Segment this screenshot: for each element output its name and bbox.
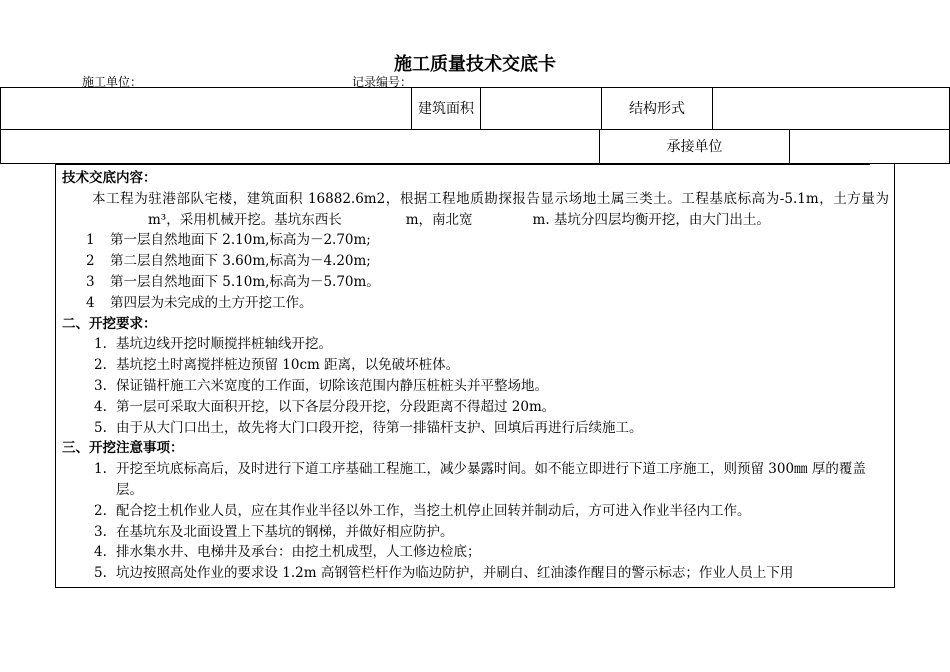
section3-heading: 三、开挖注意事项： bbox=[62, 440, 184, 457]
section2-heading: 二、开挖要求： bbox=[62, 315, 157, 332]
structure-type-value bbox=[713, 88, 950, 130]
list-item: 2 第二层自然地面下 3.60m,标高为－4.20m; bbox=[86, 253, 371, 270]
list-item: 1 第一层自然地面下 2.10m,标高为－2.70m; bbox=[86, 232, 371, 249]
section2-list bbox=[62, 334, 889, 438]
content-box bbox=[55, 164, 895, 588]
section3-list bbox=[62, 459, 889, 584]
intro-paragraph: 本工程为驻港部队宅楼，建筑面积 16882.6m2，根据工程地质勘探报告显示场地土属三类土。工程基底标高为-5.1m，土方量为m³，采用机械开挖。基坑东西长 m，南北宽 m. 基坑分四层均衡开挖，由大门出土。 bbox=[92, 190, 889, 228]
list-item: 3. 在基坑东及北面设置上下基坑的钢梯，并做好相应防护。 bbox=[94, 523, 454, 540]
contractor-label: 承接单位 bbox=[600, 130, 790, 164]
list-item: 1. 开挖至坑底标高后，及时进行下道工序基础工程施工，减少暴露时间。如不能立即进行下道工序施工，则预留 300㎜ 厚的覆盖层。 bbox=[94, 461, 866, 498]
list-item: 4. 第一层可采取大面积开挖，以下各层分段开挖，分段距离不得超过 20m。 bbox=[94, 398, 556, 415]
list-item: 5. 由于从大门口出土，故先将大门口段开挖，待第一排锚杆支护、回填后再进行后续施工。 bbox=[94, 419, 643, 436]
list-item: 5. 坑边按照高处作业的要求设 1.2m 高钢管栏杆作为临边防护，并刷白、红油漆作醒目的警示标志；作业人员上下用 bbox=[94, 565, 794, 582]
list-item: 4. 排水集水井、电梯井及承台：由挖土机成型，人工修边检底； bbox=[94, 544, 481, 561]
header-table bbox=[0, 87, 950, 130]
construction-unit-label: 施工单位： bbox=[82, 75, 143, 89]
blank-cell-2 bbox=[1, 130, 600, 164]
document-title: 施工质量技术交底卡 bbox=[394, 54, 556, 75]
header-table-row2 bbox=[0, 129, 950, 164]
building-area-label: 建筑面积 bbox=[412, 88, 481, 130]
list-item: 1. 基坑边线开挖时顺搅拌桩轴线开挖。 bbox=[94, 336, 332, 353]
layer-list bbox=[62, 230, 889, 313]
intro-heading: 技术交底内容： bbox=[62, 170, 157, 186]
list-item: 3 第一层自然地面下 5.10m,标高为－5.70m。 bbox=[86, 273, 380, 290]
contractor-value bbox=[790, 130, 950, 164]
list-item: 3. 保证锚杆施工六米宽度的工作面，切除该范围内静压桩桩头并平整场地。 bbox=[94, 377, 548, 394]
list-item: 4 第四层为未完成的土方开挖工作。 bbox=[86, 294, 313, 311]
record-number-label: 记录编号： bbox=[352, 75, 413, 89]
list-item: 2. 配合挖土机作业人员，应在其作业半径以外工作，当挖土机停止回转并制动后，方可进入作业半径内工作。 bbox=[94, 502, 751, 519]
structure-type-label: 结构形式 bbox=[602, 88, 713, 130]
building-area-value bbox=[481, 88, 602, 130]
list-item: 2. 基坑挖土时离搅拌桩边预留 10cm 距离，以免破坏桩体。 bbox=[94, 357, 460, 374]
blank-cell bbox=[1, 88, 412, 130]
